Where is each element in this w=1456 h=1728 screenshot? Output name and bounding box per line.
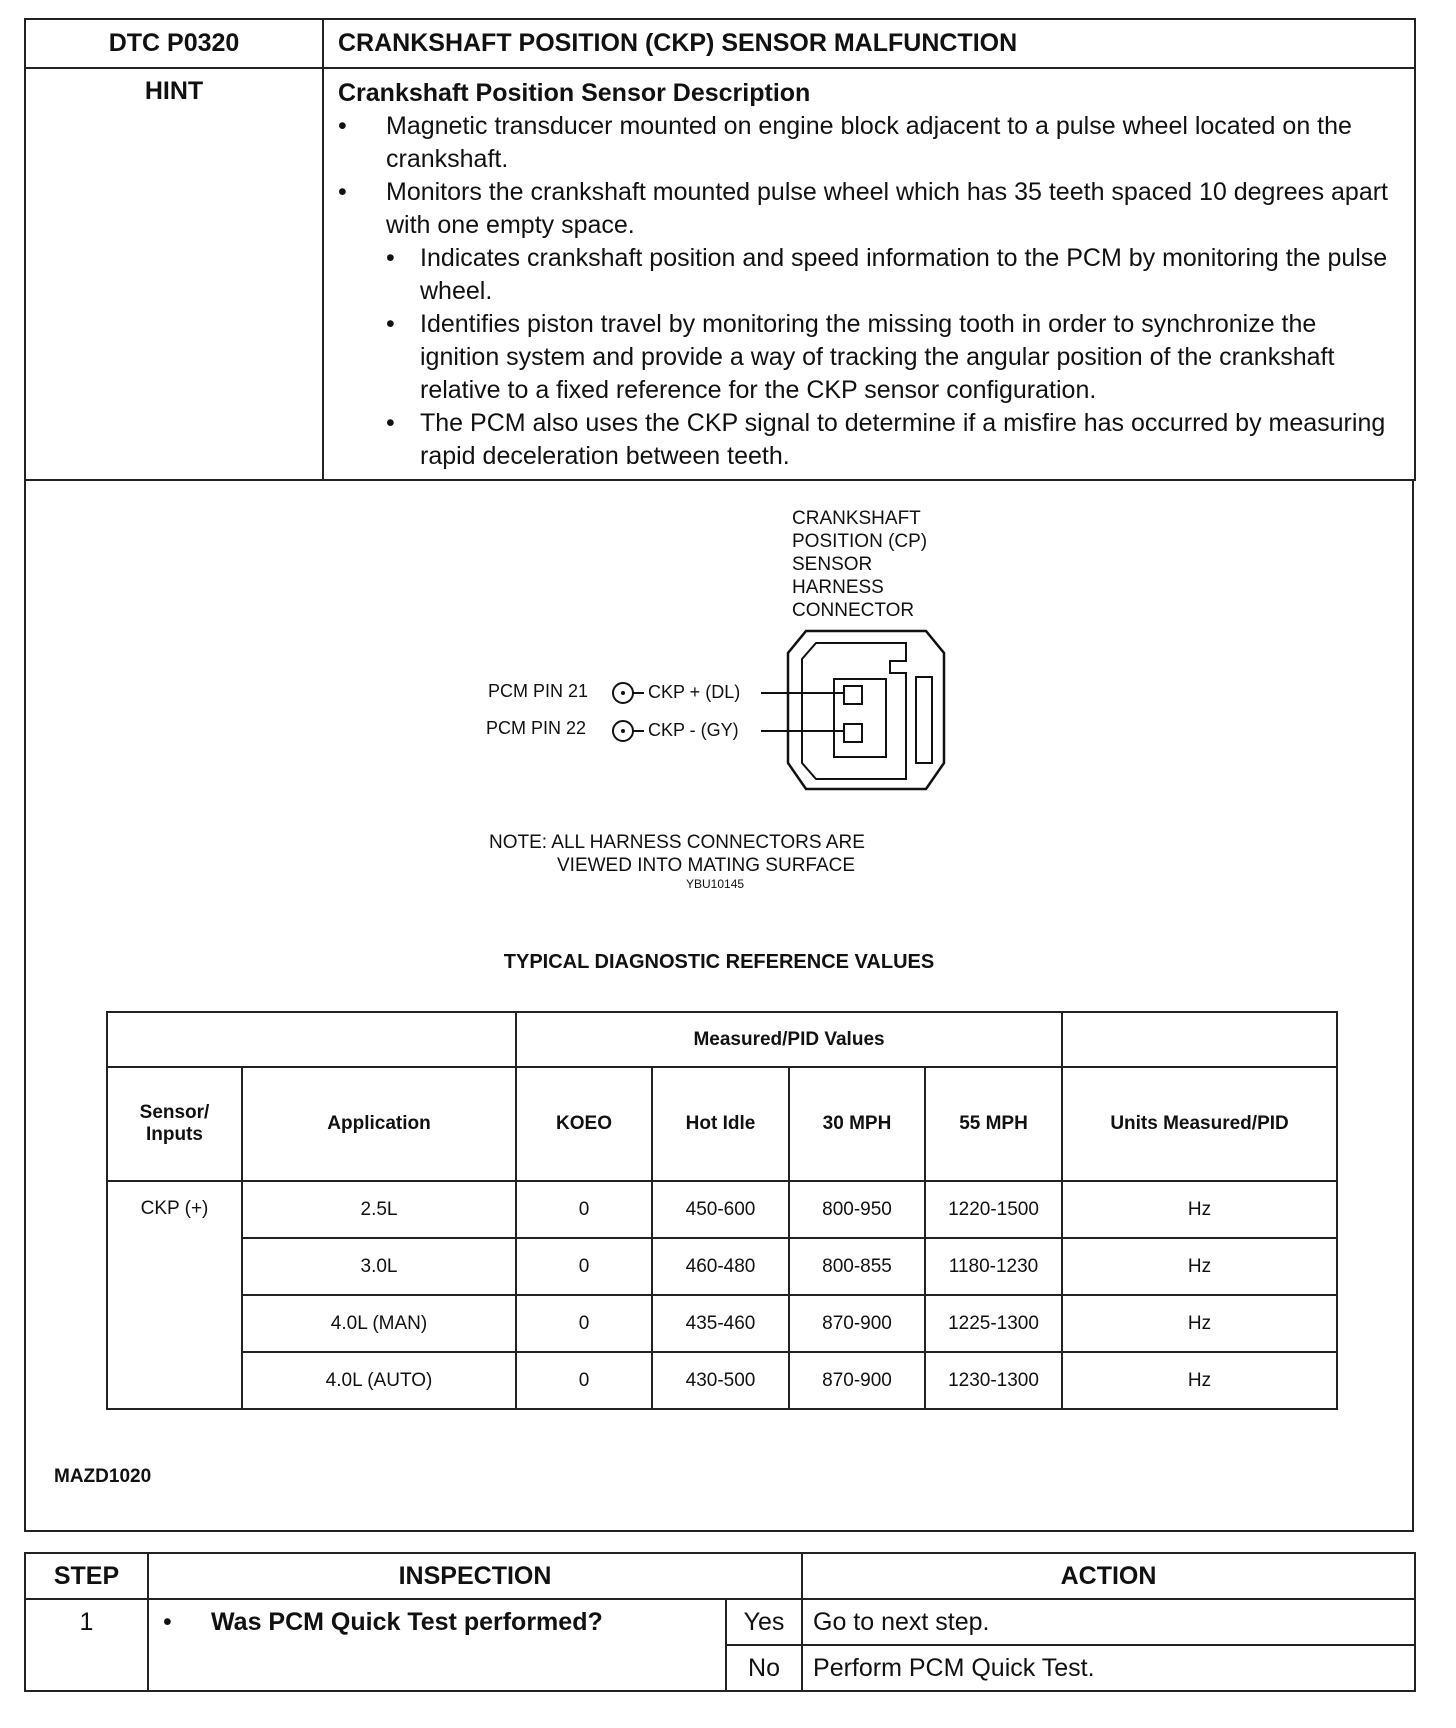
- connector-label-line: CONNECTOR: [792, 600, 915, 621]
- table-row: [107, 1238, 1337, 1295]
- note-line: NOTE: ALL HARNESS CONNECTORS ARE: [489, 832, 865, 853]
- column-header: Sensor/ Inputs: [107, 1067, 242, 1181]
- connector-label-line: HARNESS: [792, 577, 884, 598]
- column-header: Hot Idle: [652, 1067, 789, 1181]
- bullet-icon: •: [163, 1608, 172, 1636]
- sub-bullet-item: • Identifies piston travel by monitoring the missing tooth in order to synchronize the ignition system and provide a way of tracking the angular position of the crankshaft relative to a fixed reference for the CKP sensor configuration.: [338, 308, 1400, 407]
- column-header: KOEO: [516, 1067, 652, 1181]
- document-page: [24, 18, 1414, 1532]
- action-no: Perform PCM Quick Test.: [802, 1645, 1415, 1691]
- column-header: Application: [242, 1067, 516, 1181]
- inspection-question: [148, 1599, 726, 1691]
- table-row: [107, 1352, 1337, 1409]
- sub-bullet-item: • Indicates crankshaft position and speed information to the PCM by monitoring the pulse wheel.: [338, 242, 1400, 308]
- table-cell: 1225-1300: [925, 1295, 1062, 1352]
- bullet-item: [338, 176, 1400, 473]
- table-cell: 4.0L (AUTO): [242, 1352, 516, 1409]
- pin-21-terminal-icon: [613, 683, 644, 703]
- action-header: ACTION: [802, 1553, 1415, 1599]
- hint-label: HINT: [25, 68, 323, 480]
- table-cell: 870-900: [789, 1352, 925, 1409]
- table-cell: 0: [516, 1295, 652, 1352]
- table-cell: Hz: [1062, 1352, 1337, 1409]
- blank-header-cell: [1062, 1012, 1337, 1067]
- diagram-note: [489, 831, 865, 877]
- table-row: [107, 1295, 1337, 1352]
- table-cell: 870-900: [789, 1295, 925, 1352]
- footer-code: MAZD1020: [54, 1466, 152, 1487]
- question-text: Was PCM Quick Test performed?: [211, 1608, 603, 1636]
- sensor-cell: CKP (+): [107, 1181, 242, 1409]
- table-cell: Hz: [1062, 1295, 1337, 1352]
- column-header: 30 MPH: [789, 1067, 925, 1181]
- answer-no: No: [726, 1645, 802, 1691]
- connector-label-line: CRANKSHAFT: [792, 508, 921, 529]
- table-cell: 0: [516, 1352, 652, 1409]
- bullet-item: • Magnetic transducer mounted on engine block adjacent to a pulse wheel located on the crankshaft.: [338, 110, 1400, 176]
- pin-21-signal: CKP + (DL): [648, 682, 741, 702]
- column-header: 55 MPH: [925, 1067, 1062, 1181]
- table-cell: 3.0L: [242, 1238, 516, 1295]
- table-cell: 460-480: [652, 1238, 789, 1295]
- step-header: STEP: [25, 1553, 148, 1599]
- table-cell: 800-855: [789, 1238, 925, 1295]
- answer-yes: Yes: [726, 1599, 802, 1645]
- sub-bullet-item: • The PCM also uses the CKP signal to determine if a misfire has occurred by measuring rapid deceleration between teeth.: [338, 407, 1400, 473]
- connector-icon: [788, 631, 944, 789]
- column-header: Units Measured/PID: [1062, 1067, 1337, 1181]
- blank-header-cell: [107, 1012, 516, 1067]
- pin-22-terminal-icon: [613, 721, 644, 741]
- note-line: VIEWED INTO MATING SURFACE: [557, 855, 856, 876]
- action-yes: Go to next step.: [802, 1599, 1415, 1645]
- dtc-header-table: [24, 18, 1416, 481]
- dtc-title: CRANKSHAFT POSITION (CKP) SENSOR MALFUNCTION: [323, 19, 1415, 68]
- pin-22-signal: CKP - (GY): [648, 720, 739, 740]
- table-row: [107, 1181, 1337, 1238]
- connector-label-line: POSITION (CP): [792, 531, 928, 552]
- reference-title: TYPICAL DIAGNOSTIC REFERENCE VALUES: [503, 951, 935, 973]
- table-cell: 800-950: [789, 1181, 925, 1238]
- table-cell: 1180-1230: [925, 1238, 1062, 1295]
- inspection-step-table: [24, 1552, 1416, 1692]
- table-cell: Hz: [1062, 1238, 1337, 1295]
- inspection-header: INSPECTION: [148, 1553, 802, 1599]
- table-cell: 0: [516, 1238, 652, 1295]
- table-cell: 1220-1500: [925, 1181, 1062, 1238]
- table-cell: 450-600: [652, 1181, 789, 1238]
- figure-id: YBU10145: [686, 877, 745, 891]
- table-cell: Hz: [1062, 1181, 1337, 1238]
- dtc-code: DTC P0320: [25, 19, 323, 68]
- connector-label-line: SENSOR: [792, 554, 873, 575]
- table-cell: 430-500: [652, 1352, 789, 1409]
- group-header: Measured/PID Values: [516, 1012, 1062, 1067]
- diagram-panel: [24, 481, 1414, 1532]
- table-cell: 0: [516, 1181, 652, 1238]
- reference-values-table: [106, 1011, 1338, 1410]
- step-number: 1: [25, 1599, 148, 1691]
- bullet-text: Monitors the crankshaft mounted pulse wheel which has 35 teeth spaced 10 degrees apart with one empty space.: [386, 178, 1389, 239]
- pin-21-label: PCM PIN 21: [488, 681, 589, 701]
- table-cell: 435-460: [652, 1295, 789, 1352]
- pin-22-label: PCM PIN 22: [486, 718, 587, 738]
- table-row: [25, 1599, 1415, 1645]
- table-cell: 1230-1300: [925, 1352, 1062, 1409]
- description-title: Crankshaft Position Sensor Description: [338, 79, 811, 107]
- hint-description: [323, 68, 1415, 480]
- table-cell: 2.5L: [242, 1181, 516, 1238]
- table-cell: 4.0L (MAN): [242, 1295, 516, 1352]
